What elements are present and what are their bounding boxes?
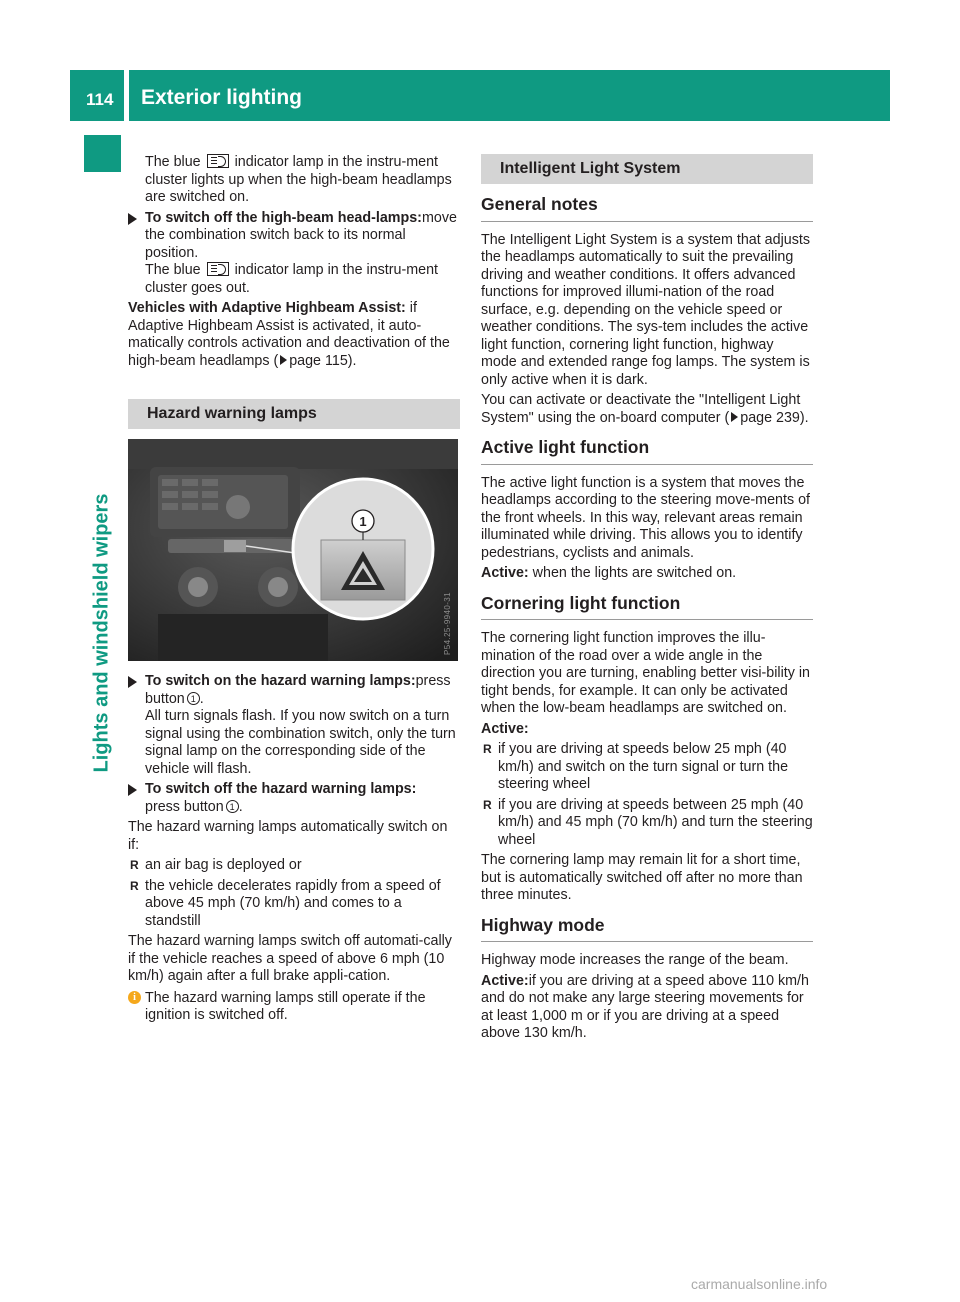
heading-cornering-light: Cornering light function — [481, 595, 813, 621]
watermark: carmanualsonline.info — [691, 1276, 828, 1292]
auto-on-intro: The hazard warning lamps automatically switch on if: — [128, 819, 448, 853]
side-tab-label: Lights and windshield wipers — [90, 493, 113, 773]
triangle-arrow-icon — [280, 355, 287, 365]
high-beam-indicator-icon — [207, 154, 229, 168]
info-note: i The hazard warning lamps still operate if the ignition is switched off. — [128, 990, 460, 1025]
cornering-active-label: Active: — [481, 720, 529, 737]
cornering-light-text: The cornering light function improves the illu-mination of the road over a wide angle in the direction you are turning, enabling better visi-bility in tight bends, for example. It can only be activated when the low-beam headlamps are switched on. — [481, 630, 811, 716]
triangle-arrow-icon — [731, 412, 738, 422]
section-title-ils: Intelligent Light System — [481, 154, 813, 184]
callout-1-icon: 1 — [187, 692, 200, 705]
general-notes-text: The Intelligent Light System is a system that adjusts the headlamps automatically to suit the prevailing driving and weather conditions. It offers advanced functions for improved illumi-nation of the road surface, e.g. depending on the vehicle speed or weather conditions. The sys-tem includes the active light function, cornering light function, highway mode and extended range fog lamps. The system is only active when it is dark. — [481, 231, 810, 388]
active-light-condition: Active: when the lights are switched on. — [481, 565, 737, 581]
figure-code: P54.25-9940-31 — [442, 592, 452, 655]
callout-1-icon: 1 — [359, 514, 367, 529]
highway-mode-condition: Active:if you are driving at a speed above 110 km/h and do not make any large steering movements for at least 1,000 m or if you are driving at a speed above 130 km/h. — [481, 972, 809, 1041]
cornering-lamp-text: The cornering lamp may remain lit for a short time, but is automatically switched off after no more than three minutes. — [481, 852, 803, 903]
bullet-icon: R — [130, 858, 139, 872]
section-title-hazard: Hazard warning lamps — [128, 399, 460, 429]
info-icon: i — [128, 991, 141, 1004]
side-tab-marker — [84, 135, 121, 172]
hazard-switch-photo — [128, 439, 458, 661]
step-arrow-icon — [128, 676, 137, 688]
activate-paragraph: You can activate or deactivate the "Intelligent Light System" using the on-board computer ( page 239). — [481, 392, 809, 426]
list-item: R an air bag is deployed or — [130, 857, 302, 873]
page-number: 114 — [86, 90, 114, 109]
adaptive-highbeam-paragraph: Vehicles with Adaptive Highbeam Assist: if Adaptive Highbeam Assist is activated, it auto-matically controls activation and deactivation of the high-beam headlamps ( page 115). — [128, 300, 450, 369]
bullet-icon: R — [483, 797, 492, 812]
bullet-icon: R — [130, 878, 139, 893]
right-column — [481, 154, 813, 1046]
step-arrow-icon — [128, 213, 137, 225]
header-divider — [124, 70, 129, 121]
left-column — [128, 154, 460, 1025]
step-switch-off-high-beam: To switch off the high-beam head-lamps:move the combination switch back to its normal position. The blue indicator lamp in the instru-ment cluster goes out. — [128, 210, 460, 298]
active-light-text: The active light function is a system that moves the headlamps according to the steering move-ments of the front wheels. In this way, relevant areas remain illuminated while driving. This allows you to identify pedestrians, cyclists and animals. — [481, 474, 811, 561]
page-reference-link[interactable]: page 239 — [740, 409, 800, 426]
high-beam-intro: The blue indicator lamp in the instru-ment cluster lights up when the high-beam headlamps are switched on. — [145, 154, 452, 205]
auto-off-paragraph: The hazard warning lamps switch off automati-cally if the vehicle reaches a speed of above 6 mph (10 km/h) again after a full brake appli-cation. — [128, 933, 452, 984]
step-switch-on-hazard: To switch on the hazard warning lamps:press button 1 . All turn signals flash. If you now switch on a turn signal using the combination switch, only the turn signal lamp on the corresponding side of the vehicle will flash. — [128, 673, 460, 778]
heading-active-light: Active light function — [481, 439, 813, 465]
step-arrow-icon — [128, 784, 137, 796]
chapter-title: Exterior lighting — [141, 86, 303, 109]
page-reference-link[interactable]: page 115 — [289, 352, 348, 369]
list-item: R the vehicle decelerates rapidly from a speed of above 45 mph (70 km/h) and comes to a standstill — [130, 877, 441, 929]
list-item: R if you are driving at speeds below 25 mph (40 km/h) and switch on the turn signal or turn the steering wheel — [483, 741, 789, 792]
highway-mode-text: Highway mode increases the range of the beam. — [481, 952, 789, 968]
heading-highway-mode: Highway mode — [481, 917, 813, 943]
list-item: R if you are driving at speeds between 25 mph (40 km/h) and 45 mph (70 km/h) and turn the steering wheel — [483, 796, 813, 848]
hazard-switch-illustration — [128, 439, 458, 661]
step-switch-off-hazard: To switch off the hazard warning lamps: press button 1 . — [128, 781, 460, 816]
high-beam-indicator-icon — [207, 262, 229, 276]
heading-general-notes: General notes — [481, 196, 813, 222]
bullet-icon: R — [483, 742, 492, 756]
callout-1-icon: 1 — [226, 800, 239, 813]
